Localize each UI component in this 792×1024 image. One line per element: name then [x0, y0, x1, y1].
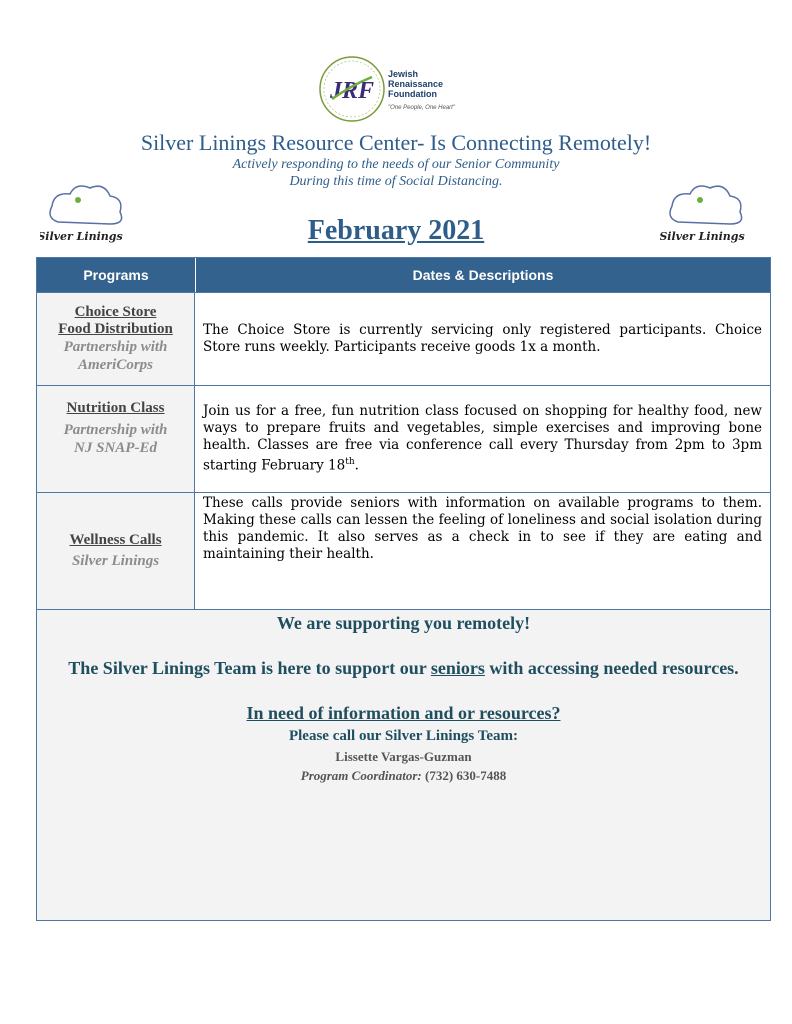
program-cell — [37, 493, 195, 609]
silver-linings-logo-text: Silver Linings — [660, 230, 745, 243]
support-message-start: The Silver Linings Team is here to support our — [68, 658, 431, 678]
jrf-tagline: "One People, One Heart" — [388, 105, 455, 111]
subtitle-line2: During this time of Social Distancing. — [289, 174, 503, 189]
program-cell — [37, 293, 195, 385]
call-instruction: Please call our Silver Linings Team: — [288, 728, 519, 744]
jrf-name-line3: Foundation — [388, 89, 437, 99]
support-message — [37, 658, 770, 679]
program-description: The Choice Store is currently servicing only registered participants. Choice Store runs weekly. Participants receive goods 1x a month. — [203, 322, 762, 355]
month-heading: February 2021 — [307, 215, 485, 246]
programs-table — [36, 257, 771, 921]
support-message-end: with accessing needed resources. — [484, 658, 739, 678]
jrf-letters: JRF — [329, 78, 375, 104]
support-section — [37, 609, 770, 920]
description-cell — [195, 493, 770, 609]
program-partner: Partnership with — [63, 422, 168, 438]
header-programs: Programs — [37, 258, 196, 292]
program-name: Wellness Calls — [69, 532, 162, 548]
table-header — [37, 258, 770, 292]
program-description — [203, 403, 762, 475]
info-question: In need of information and or resources? — [246, 703, 561, 723]
table-row — [37, 492, 770, 609]
support-heading: We are supporting you remotely! — [276, 613, 531, 633]
contact-details — [37, 768, 770, 784]
program-partner: AmeriCorps — [77, 357, 153, 373]
program-partner: Silver Linings — [71, 553, 160, 569]
program-description: These calls provide seniors with information on available programs to them. Making these calls can lessen the feeling of loneliness and social isolation during this pandemic. It also serves as a check in to see if they are eating and maintaining their health. — [203, 495, 762, 562]
program-partner: NJ SNAP-Ed — [74, 440, 157, 456]
program-partner: Partnership with — [63, 339, 168, 355]
contact-phone: (732) 630-7488 — [421, 768, 507, 783]
seniors-link: seniors — [430, 658, 485, 678]
description-end: . — [354, 457, 359, 474]
jrf-name — [388, 69, 478, 99]
jrf-emblem-icon — [318, 55, 386, 123]
contact-name: Lissette Vargas-Guzman — [335, 749, 472, 764]
description-text: Join us for a free, fun nutrition class focused on shopping for healthy food, new ways to prepare fruits and vegetables, simple exercises and improving bone health. Classes are free via conference call every Thursday from 2pm to 3pm starting February 18 — [203, 403, 762, 474]
header-dates: Dates & Descriptions — [412, 267, 554, 283]
contact-role: Program Coordinator: — [300, 768, 422, 783]
program-cell — [37, 386, 195, 492]
table-row — [37, 385, 770, 492]
description-cell — [195, 386, 770, 492]
program-name: Nutrition Class — [66, 400, 165, 416]
description-sup: th — [345, 457, 355, 467]
description-cell — [195, 293, 770, 385]
program-name: Choice Store — [74, 304, 157, 320]
jrf-name-line2: Renaissance — [388, 79, 444, 89]
page-title: Silver Linings Resource Center- Is Connecting Remotely! — [140, 130, 652, 155]
program-name: Food Distribution — [58, 321, 173, 337]
table-row — [37, 292, 770, 385]
subtitle-line1: Actively responding to the needs of our Senior Community — [232, 157, 560, 172]
silver-linings-logo-text: Silver Linings — [40, 230, 123, 243]
jrf-name-line1: Jewish — [388, 69, 419, 79]
jrf-logo — [318, 55, 478, 123]
